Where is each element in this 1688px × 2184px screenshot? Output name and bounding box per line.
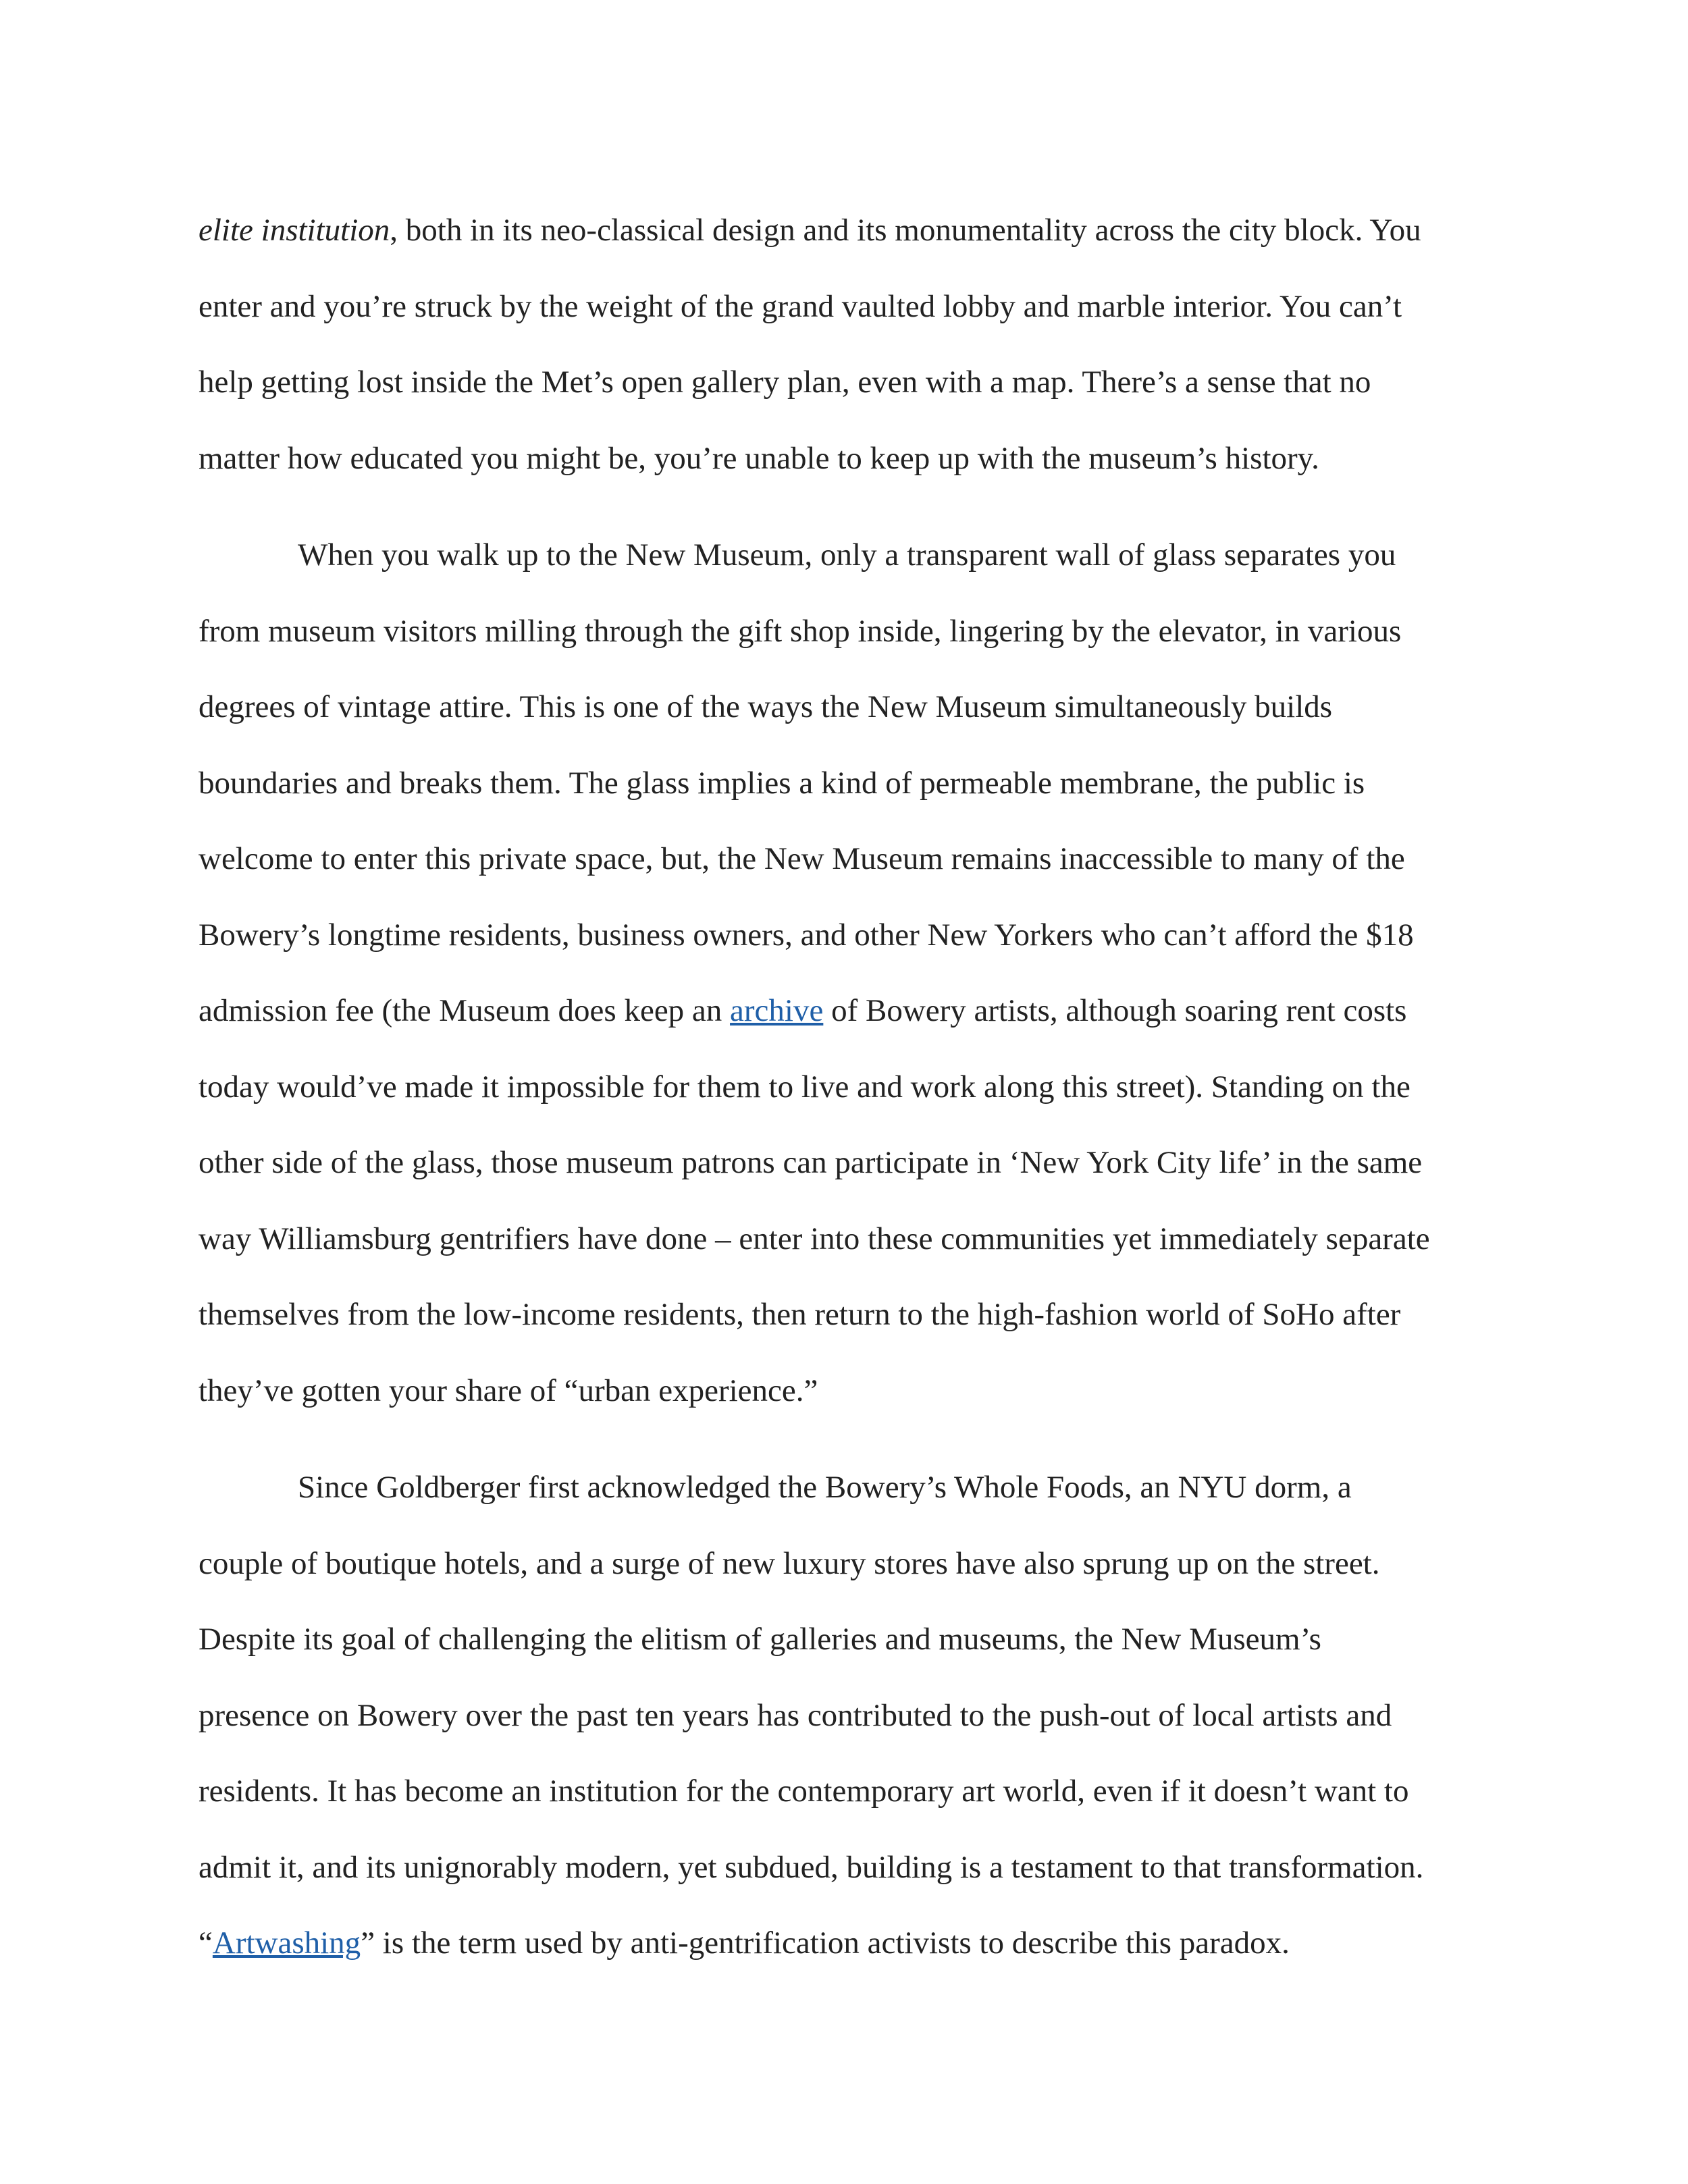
paragraph-spacer bbox=[199, 496, 1502, 517]
text-line: enter and you’re struck by the weight of the grand vaulted lobby and marble interior. You can’t bbox=[199, 288, 1402, 324]
text-line: Since Goldberger first acknowledged the Bowery’s Whole Foods, an NYU dorm, a bbox=[298, 1470, 1352, 1505]
text-line: other side of the glass, those museum patrons can participate in ‘New York City life’ in the same bbox=[199, 1145, 1423, 1180]
text-line: from museum visitors milling through the gift shop inside, lingering by the elevator, in various bbox=[199, 613, 1402, 649]
text-line: boundaries and breaks them. The glass implies a kind of permeable membrane, the public is bbox=[199, 765, 1365, 801]
document-body bbox=[199, 192, 1502, 1981]
text-line: Bowery’s longtime residents, business owners, and other New Yorkers who can’t afford the $18 bbox=[199, 917, 1414, 953]
italic-phrase: elite institution bbox=[199, 213, 390, 248]
paragraph bbox=[199, 1449, 1502, 1981]
text-line: presence on Bowery over the past ten years has contributed to the push-out of local artists and bbox=[199, 1697, 1392, 1733]
paragraph bbox=[199, 192, 1502, 496]
text-line: degrees of vintage attire. This is one of the ways the New Museum simultaneously builds bbox=[199, 689, 1333, 724]
artwashing-link[interactable]: Artwashing bbox=[212, 1925, 361, 1961]
text-line: matter how educated you might be, you’re unable to keep up with the museum’s history. bbox=[199, 440, 1319, 476]
text-line: admission fee (the Museum does keep an archive of Bowery artists, although soaring rent costs bbox=[199, 993, 1407, 1028]
text-line: couple of boutique hotels, and a surge of new luxury stores have also sprung up on the street. bbox=[199, 1545, 1380, 1581]
paragraph bbox=[199, 517, 1502, 1429]
text-line: “Artwashing” is the term used by anti-gentrification activists to describe this paradox. bbox=[199, 1925, 1290, 1961]
text-line: themselves from the low-income residents, then return to the high-fashion world of SoHo after bbox=[199, 1297, 1401, 1332]
text-line: elite institution, both in its neo-classical design and its monumentality across the city block. You bbox=[199, 213, 1421, 248]
archive-link[interactable]: archive bbox=[730, 993, 824, 1028]
text-line: help getting lost inside the Met’s open gallery plan, even with a map. There’s a sense that no bbox=[199, 365, 1371, 400]
text-line: residents. It has become an institution for the contemporary art world, even if it doesn’t want to bbox=[199, 1774, 1409, 1809]
text-line: they’ve gotten your share of “urban experience.” bbox=[199, 1373, 818, 1408]
text-line: today would’ve made it impossible for them to live and work along this street). Standing on the bbox=[199, 1069, 1410, 1104]
text-line: When you walk up to the New Museum, only a transparent wall of glass separates you bbox=[298, 537, 1396, 572]
text-line: way Williamsburg gentrifiers have done – enter into these communities yet immediately separate bbox=[199, 1221, 1430, 1256]
text-line: welcome to enter this private space, but, the New Museum remains inaccessible to many of the bbox=[199, 841, 1405, 876]
paragraph-spacer bbox=[199, 1429, 1502, 1449]
text-line: admit it, and its unignorably modern, yet subdued, building is a testament to that transformation. bbox=[199, 1849, 1424, 1885]
text-line: Despite its goal of challenging the elitism of galleries and museums, the New Museum’s bbox=[199, 1622, 1321, 1657]
